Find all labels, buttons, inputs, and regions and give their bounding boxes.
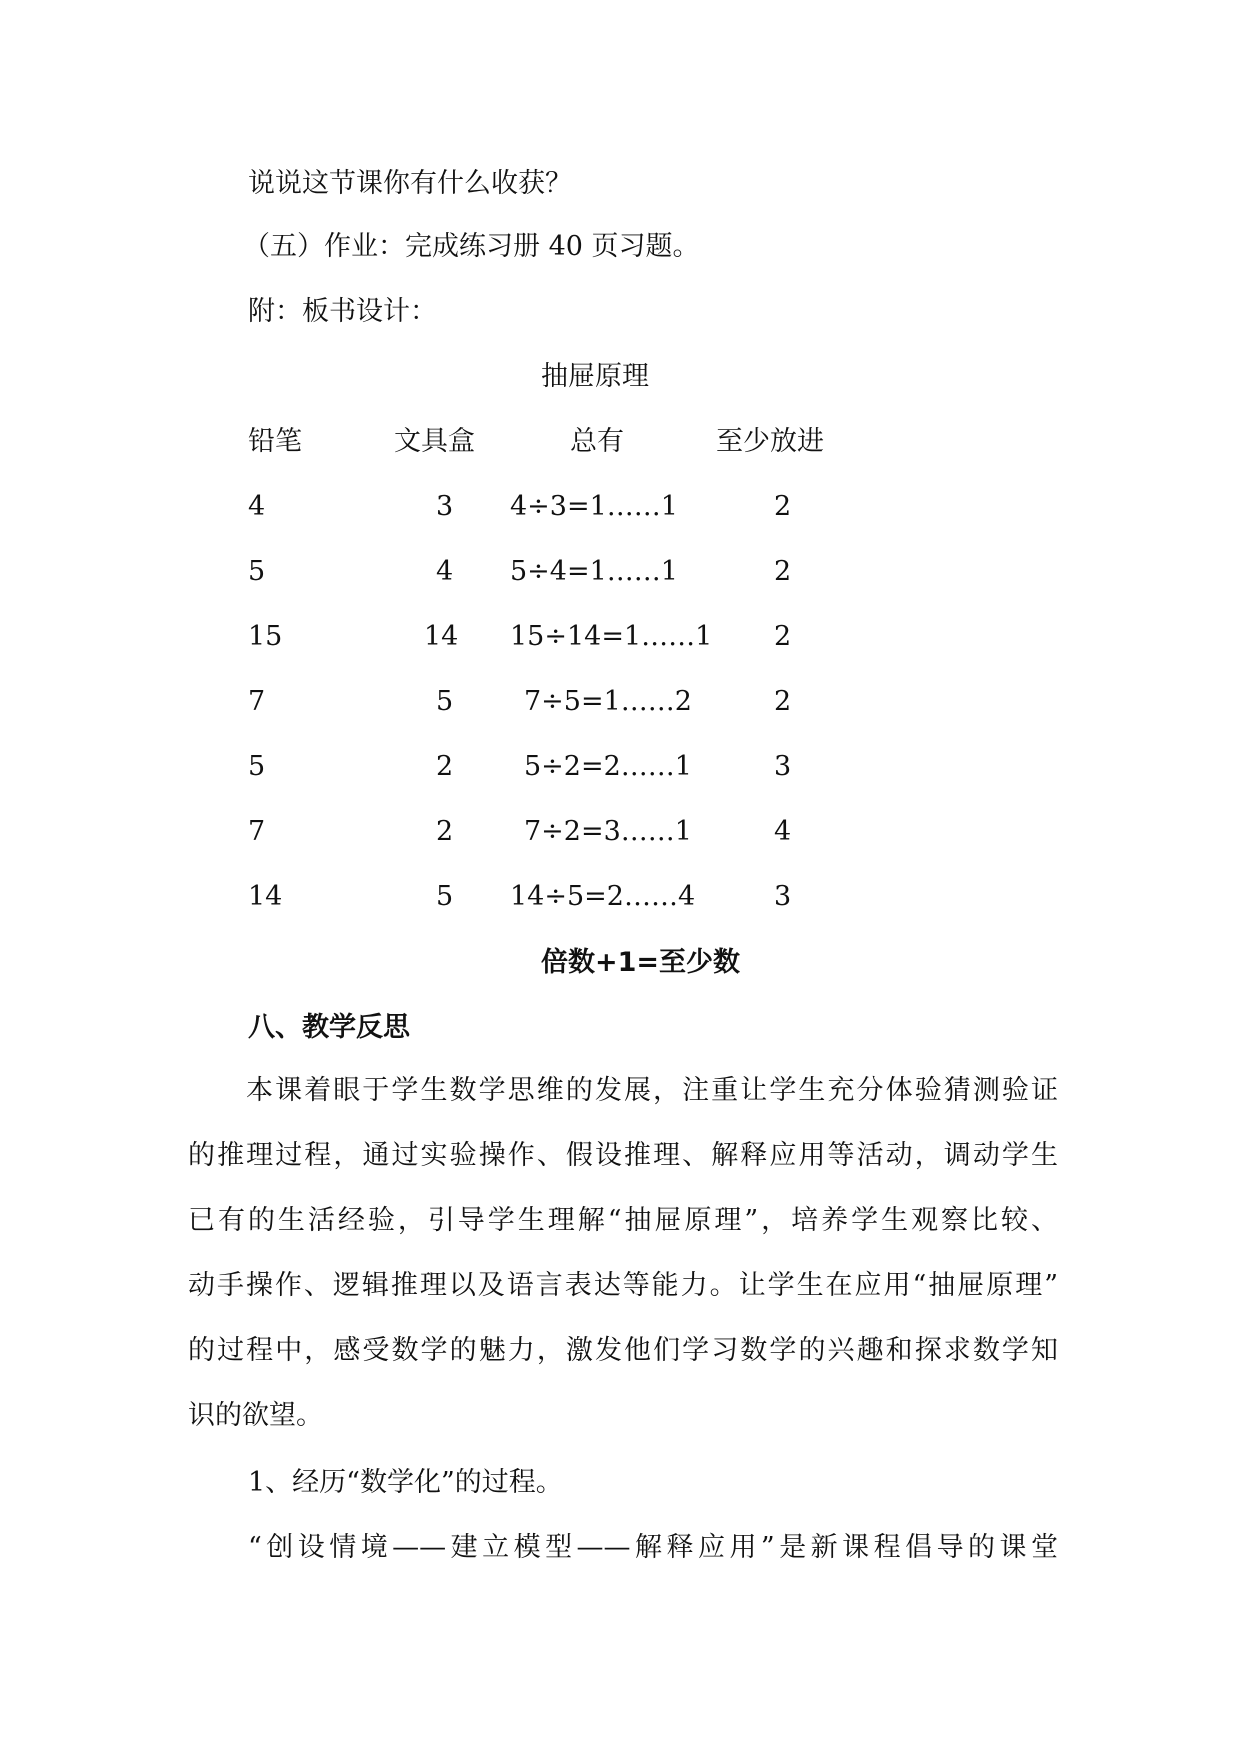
board-title: 抽屉原理 bbox=[541, 361, 649, 392]
division-expression: 7÷2=3……1 bbox=[524, 816, 692, 847]
division-expression: 5÷4=1……1 bbox=[510, 556, 678, 587]
division-expression: 15÷14=1……1 bbox=[510, 621, 713, 652]
pencil-count: 5 bbox=[248, 556, 266, 587]
paragraph-line: 已有的生活经验，引导学生理解“抽屉原理”，培养学生观察比较、 bbox=[188, 1205, 1058, 1236]
at-least-count: 4 bbox=[774, 816, 792, 847]
summary-question: 说说这节课你有什么收获？ bbox=[248, 168, 572, 199]
board-formula: 倍数+1=至少数 bbox=[541, 947, 741, 978]
at-least-count: 2 bbox=[774, 556, 792, 587]
board-label: 附：板书设计： bbox=[248, 296, 437, 327]
pencil-count: 4 bbox=[248, 491, 266, 522]
pencil-count: 7 bbox=[248, 686, 266, 717]
paragraph-line: 识的欲望。 bbox=[188, 1400, 323, 1431]
box-count: 14 bbox=[424, 621, 459, 652]
at-least-count: 2 bbox=[774, 491, 792, 522]
header-pencil: 铅笔 bbox=[248, 426, 302, 457]
division-expression: 4÷3=1……1 bbox=[510, 491, 678, 522]
at-least-count: 3 bbox=[774, 881, 792, 912]
division-expression: 7÷5=1……2 bbox=[524, 686, 692, 717]
homework-text: （五）作业：完成练习册 40 页习题。 bbox=[243, 231, 700, 262]
pencil-count: 7 bbox=[248, 816, 266, 847]
pencil-count: 5 bbox=[248, 751, 266, 782]
at-least-count: 2 bbox=[774, 686, 792, 717]
box-count: 5 bbox=[436, 881, 454, 912]
header-always: 总有 bbox=[570, 426, 624, 457]
paragraph-line: “创设情境——建立模型——解释应用”是新课程倡导的课堂 bbox=[248, 1532, 1058, 1563]
section-heading: 八、教学反思 bbox=[248, 1012, 410, 1043]
paragraph-line: 的推理过程，通过实验操作、假设推理、解释应用等活动，调动学生 bbox=[188, 1140, 1058, 1171]
point-one-heading: 1、经历“数学化”的过程。 bbox=[248, 1467, 563, 1498]
pencil-count: 15 bbox=[248, 621, 283, 652]
header-pencil-box: 文具盒 bbox=[394, 426, 475, 457]
box-count: 5 bbox=[436, 686, 454, 717]
division-expression: 14÷5=2……4 bbox=[510, 881, 696, 912]
paragraph-line: 动手操作、逻辑推理以及语言表达等能力。让学生在应用“抽屉原理” bbox=[188, 1270, 1058, 1301]
paragraph-line: 本课着眼于学生数学思维的发展，注重让学生充分体验猜测验证 bbox=[246, 1075, 1058, 1106]
box-count: 3 bbox=[436, 491, 454, 522]
pencil-count: 14 bbox=[248, 881, 283, 912]
point-one-paragraph bbox=[188, 1515, 1058, 1580]
at-least-count: 2 bbox=[774, 621, 792, 652]
reflection-paragraph bbox=[188, 1058, 1058, 1448]
division-expression: 5÷2=2……1 bbox=[524, 751, 692, 782]
box-count: 2 bbox=[436, 751, 454, 782]
box-count: 4 bbox=[436, 556, 454, 587]
box-count: 2 bbox=[436, 816, 454, 847]
at-least-count: 3 bbox=[774, 751, 792, 782]
paragraph-line: 的过程中，感受数学的魅力，激发他们学习数学的兴趣和探求数学知 bbox=[188, 1335, 1058, 1366]
header-at-least: 至少放进 bbox=[716, 426, 824, 457]
